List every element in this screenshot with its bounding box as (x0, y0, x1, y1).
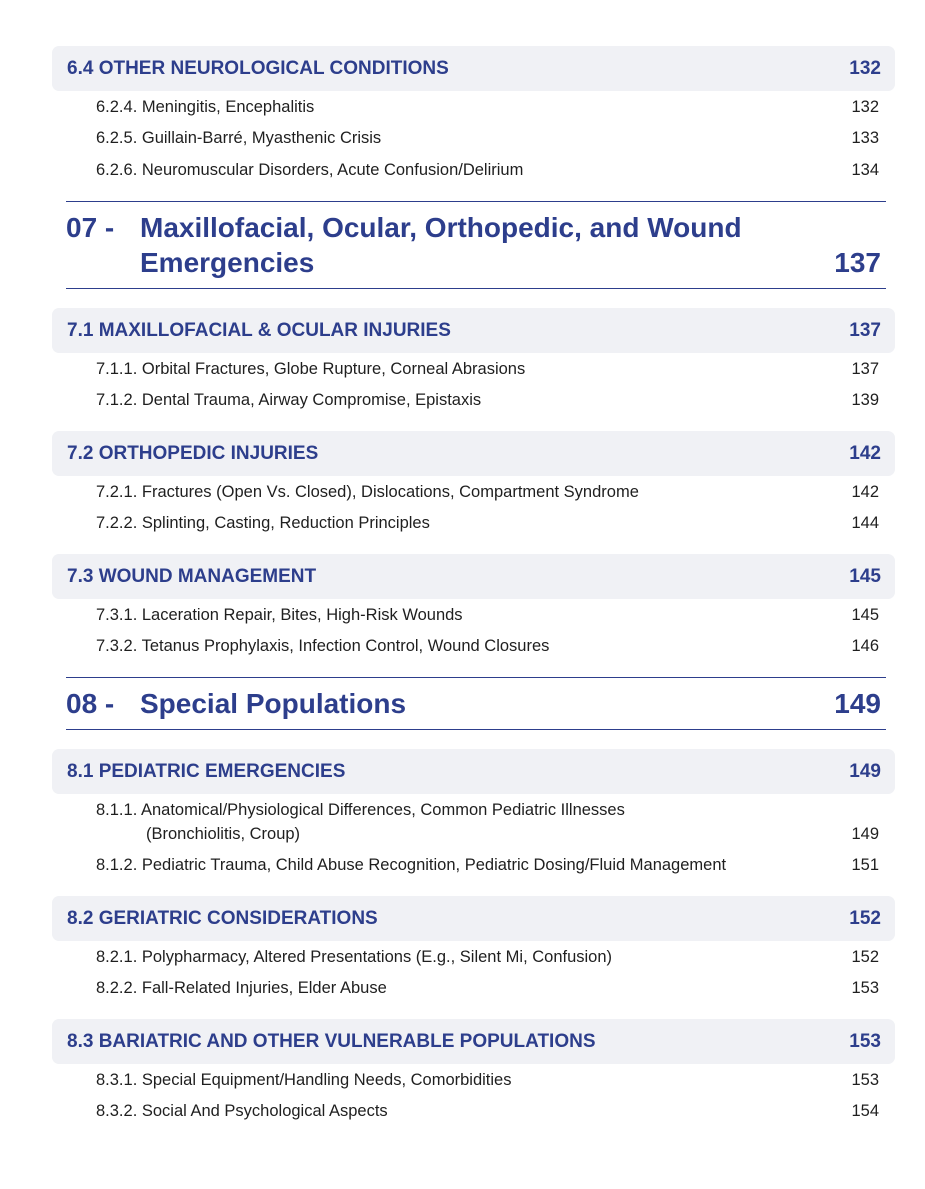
chapter-number: 07 - (66, 212, 115, 243)
toc-entry-8-2-1[interactable] (96, 945, 880, 969)
toc-entry-6-2-4[interactable] (96, 95, 880, 119)
section-heading-6-4[interactable] (52, 46, 895, 91)
toc-entry-7-3-2[interactable] (96, 634, 880, 658)
entry-text: 7.1.2. Dental Trauma, Airway Compromise, Epistaxis (96, 391, 482, 409)
chapter-page-number: 137 (834, 247, 881, 278)
entry-text: 6.2.4. Meningitis, Encephalitis (96, 98, 315, 116)
chapter-title: Special Populations (140, 688, 407, 719)
section-page-number: 153 (849, 1031, 881, 1052)
toc-entry-7-2-2[interactable] (96, 511, 880, 535)
section-title: 6.4 OTHER NEUROLOGICAL CONDITIONS (67, 58, 449, 79)
toc-entry-7-2-1[interactable] (96, 480, 880, 504)
section-page-number: 142 (849, 443, 881, 464)
toc-entry-8-1-1[interactable] (96, 798, 880, 846)
chapter-number: 08 - (66, 688, 115, 719)
section-heading-8-1[interactable] (52, 749, 895, 794)
entry-page-number: 133 (851, 129, 879, 147)
chapter-divider (66, 288, 886, 289)
section-page-number: 152 (849, 908, 881, 929)
toc-entry-8-2-2[interactable] (96, 976, 880, 1000)
entry-text: 8.3.2. Social And Psychological Aspects (96, 1102, 388, 1120)
section-page-number: 132 (849, 58, 881, 79)
section-page-number: 137 (849, 320, 881, 341)
entry-text: 7.2.1. Fractures (Open Vs. Closed), Dislocations, Compartment Syndrome (96, 483, 639, 501)
entry-page-number: 137 (851, 360, 879, 378)
section-page-number: 149 (849, 761, 881, 782)
entry-page-number: 132 (851, 98, 879, 116)
entry-page-number: 153 (851, 1071, 879, 1089)
entry-text: 7.1.1. Orbital Fractures, Globe Rupture, Corneal Abrasions (96, 360, 526, 378)
section-title: 8.3 BARIATRIC AND OTHER VULNERABLE POPULATIONS (67, 1031, 596, 1052)
entry-text: 7.3.1. Laceration Repair, Bites, High-Risk Wounds (96, 606, 463, 624)
chapter-title: Maxillofacial, Ocular, Orthopedic, and Wound Emergencies (140, 212, 742, 278)
section-title: 7.3 WOUND MANAGEMENT (67, 566, 317, 587)
entry-text: 6.2.6. Neuromuscular Disorders, Acute Confusion/Delirium (96, 161, 524, 179)
entry-page-number: 153 (851, 979, 879, 997)
toc-entry-6-2-5[interactable] (96, 126, 880, 150)
entry-text: 7.3.2. Tetanus Prophylaxis, Infection Control, Wound Closures (96, 637, 550, 655)
section-heading-7-1[interactable] (52, 308, 895, 353)
chapter-heading-07[interactable] (66, 210, 881, 280)
section-title: 8.2 GERIATRIC CONSIDERATIONS (67, 908, 378, 929)
toc-entry-8-3-2[interactable] (96, 1099, 880, 1123)
entry-page-number: 154 (851, 1102, 879, 1120)
chapter-divider (66, 201, 886, 202)
entry-page-number: 144 (851, 514, 879, 532)
entry-page-number: 151 (851, 856, 879, 874)
entry-page-number: 145 (851, 606, 879, 624)
chapter-heading-08[interactable] (66, 686, 881, 721)
entry-page-number: 134 (851, 161, 879, 179)
section-title: 8.1 PEDIATRIC EMERGENCIES (67, 761, 346, 782)
toc-entry-6-2-6[interactable] (96, 158, 880, 182)
entry-text: 8.2.2. Fall-Related Injuries, Elder Abuse (96, 979, 387, 997)
toc-entry-7-1-2[interactable] (96, 388, 880, 412)
chapter-divider (66, 729, 886, 730)
toc-entry-7-3-1[interactable] (96, 603, 880, 627)
section-title: 7.1 MAXILLOFACIAL & OCULAR INJURIES (67, 320, 451, 341)
entry-text: 8.1.2. Pediatric Trauma, Child Abuse Recognition, Pediatric Dosing/Fluid Management (96, 856, 727, 874)
chapter-page-number: 149 (834, 688, 881, 719)
entry-text: 6.2.5. Guillain-Barré, Myasthenic Crisis (96, 129, 382, 147)
entry-text: 7.2.2. Splinting, Casting, Reduction Principles (96, 514, 430, 532)
section-title: 7.2 ORTHOPEDIC INJURIES (67, 443, 319, 464)
entry-text: 8.3.1. Special Equipment/Handling Needs, Comorbidities (96, 1071, 512, 1089)
entry-text-continuation: (Bronchiolitis, Croup) (146, 825, 301, 843)
section-heading-8-3[interactable] (52, 1019, 895, 1064)
entry-page-number: 152 (851, 948, 879, 966)
entry-page-number: 149 (851, 825, 879, 843)
entry-text: 8.1.1. Anatomical/Physiological Differences, Common Pediatric Illnesses (96, 801, 625, 819)
entry-page-number: 142 (851, 483, 879, 501)
entry-page-number: 139 (851, 391, 879, 409)
toc-entry-8-3-1[interactable] (96, 1068, 880, 1092)
chapter-divider (66, 677, 886, 678)
section-heading-7-3[interactable] (52, 554, 895, 599)
toc-entry-8-1-2[interactable] (96, 853, 880, 877)
section-heading-8-2[interactable] (52, 896, 895, 941)
entry-page-number: 146 (851, 637, 879, 655)
toc-entry-7-1-1[interactable] (96, 357, 880, 381)
entry-text: 8.2.1. Polypharmacy, Altered Presentations (E.g., Silent Mi, Confusion) (96, 948, 613, 966)
section-heading-7-2[interactable] (52, 431, 895, 476)
section-page-number: 145 (849, 566, 881, 587)
